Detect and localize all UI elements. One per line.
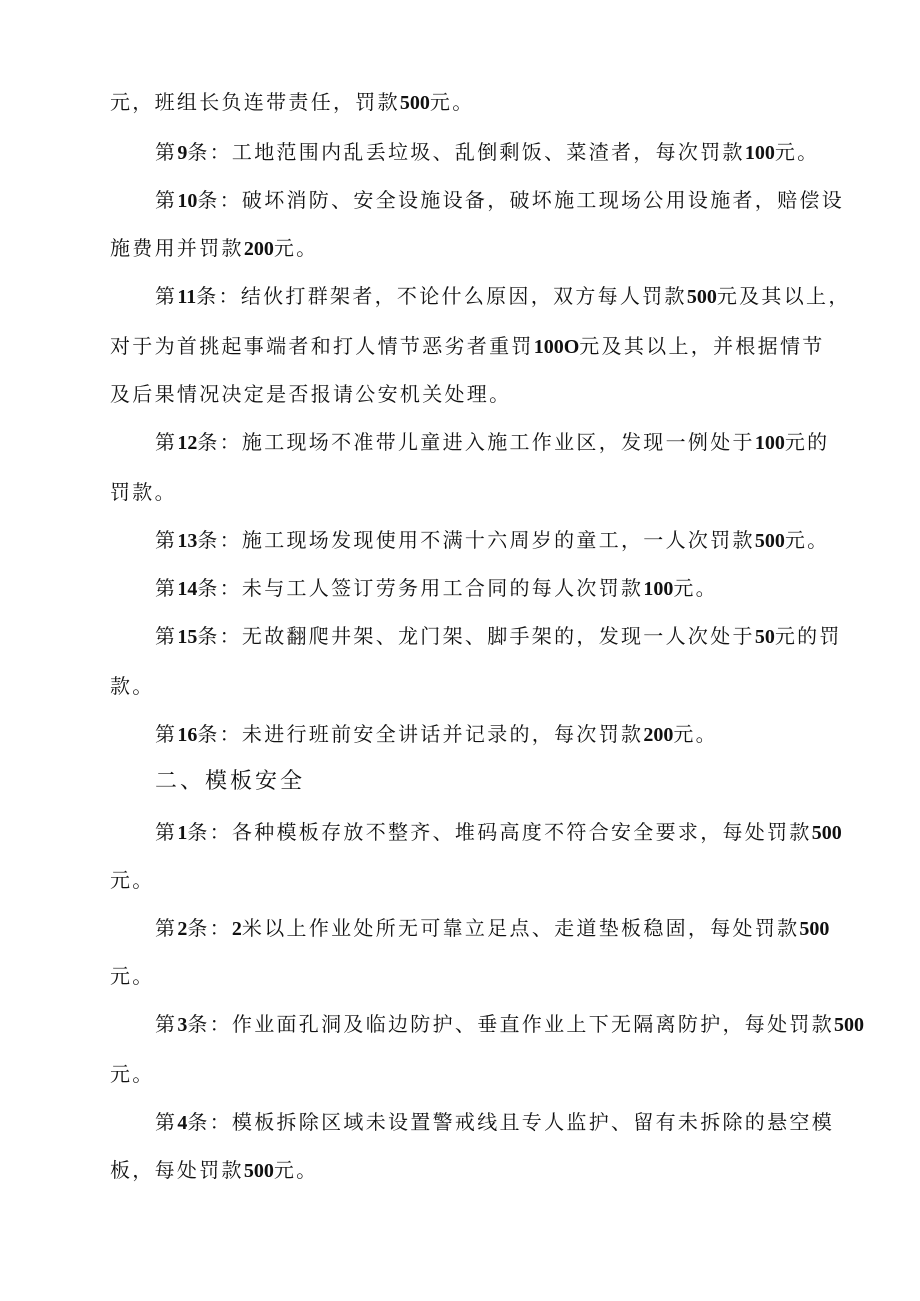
article-11: 第11条：结伙打群架者，不论什么原因，双方每人罚款500元及其以上， — [155, 284, 851, 308]
formwork-article-1: 第1条：各种模板存放不整齐、堆码高度不符合安全要求，每处罚款500 — [155, 820, 842, 844]
text-line: 元。 — [110, 1062, 155, 1086]
text-line: 元。 — [110, 868, 155, 892]
article-14: 第14条：未与工人签订劳务用工合同的每人次罚款100元。 — [155, 576, 718, 600]
text-line: 对于为首挑起事端者和打人情节恶劣者重罚100O元及其以上，并根据情节 — [110, 334, 825, 358]
article-10: 第10条：破坏消防、安全设施设备，破坏施工现场公用设施者，赔偿设 — [155, 188, 845, 212]
article-12: 第12条：施工现场不准带儿童进入施工作业区，发现一例处于100元的 — [155, 430, 830, 454]
article-9: 第9条：工地范围内乱丢垃圾、乱倒剩饭、菜渣者，每次罚款100元。 — [155, 140, 820, 164]
article-16: 第16条：未进行班前安全讲话并记录的，每次罚款200元。 — [155, 722, 718, 746]
text-line: 款。 — [110, 674, 155, 698]
text-line: 元。 — [110, 964, 155, 988]
text-line: 及后果情况决定是否报请公安机关处理。 — [110, 382, 512, 406]
formwork-article-2: 第2条：2米以上作业处所无可靠立足点、走道垫板稳固，每处罚款500 — [155, 916, 830, 940]
article-15: 第15条：无故翻爬井架、龙门架、脚手架的，发现一人次处于50元的罚 — [155, 624, 842, 648]
section-heading: 二、模板安全 — [155, 769, 306, 794]
formwork-article-4: 第4条：模板拆除区域未设置警戒线且专人监护、留有未拆除的悬空模 — [155, 1110, 835, 1134]
text-line: 施费用并罚款200元。 — [110, 236, 319, 260]
text-line: 罚款。 — [110, 480, 177, 504]
text-line: 元，班组长负连带责任，罚款500元。 — [110, 90, 475, 114]
article-13: 第13条：施工现场发现使用不满十六周岁的童工，一人次罚款500元。 — [155, 528, 830, 552]
text-line: 板，每处罚款500元。 — [110, 1158, 319, 1182]
formwork-article-3: 第3条：作业面孔洞及临边防护、垂直作业上下无隔离防护，每处罚款500 — [155, 1012, 865, 1036]
